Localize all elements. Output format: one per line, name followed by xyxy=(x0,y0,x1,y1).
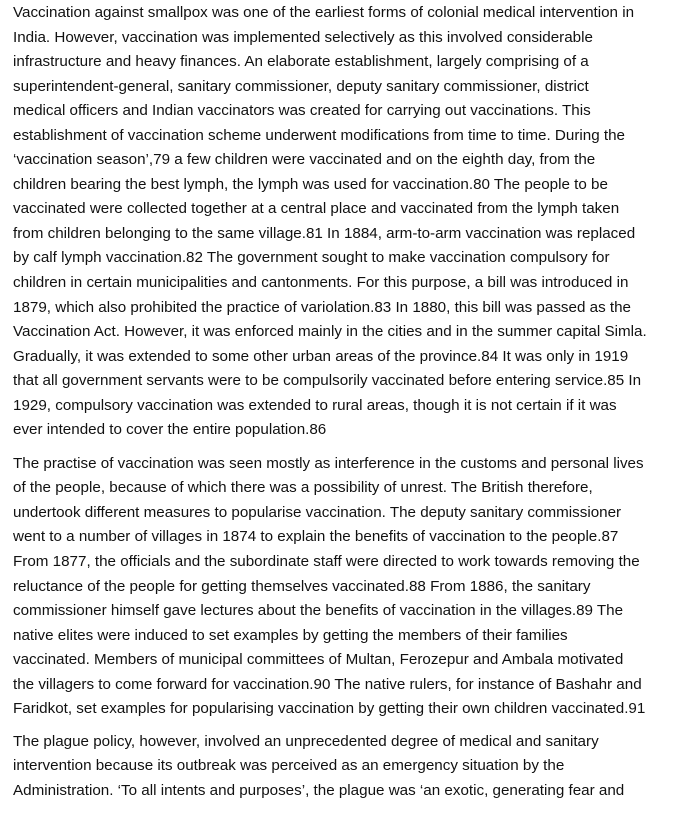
text-line: intervention because its outbreak was perceived as an emergency situation by the xyxy=(13,757,565,775)
text-line: 1929, compulsory vaccination was extended to rural areas, though it is not certain if it was xyxy=(13,396,617,414)
text-line: superintendent-general, sanitary commissioner, deputy sanitary commissioner, district xyxy=(13,77,589,95)
text-line: the villagers to come forward for vaccination.90 The native rulers, for instance of Bashahr and xyxy=(13,675,642,693)
text-line: 1879, which also prohibited the practice of variolation.83 In 1880, this bill was passed as the xyxy=(13,298,632,316)
paragraph-vaccination-history xyxy=(13,1,690,443)
text-line: establishment of vaccination scheme underwent modifications from time to time. During the xyxy=(13,126,626,144)
text-line: went to a number of villages in 1874 to explain the benefits of vaccination to the people.87 xyxy=(13,528,619,546)
text-line: vaccinated. Members of municipal committees of Multan, Ferozepur and Ambala motivated xyxy=(13,651,624,669)
text-line: by calf lymph vaccination.82 The government sought to make vaccination compulsory for xyxy=(13,249,610,267)
text-line: Vaccination Act. However, it was enforced mainly in the cities and in the summer capital Simla. xyxy=(13,323,647,341)
text-line: commissioner himself gave lectures about the benefits of vaccination in the villages.89 The xyxy=(13,602,624,620)
text-line: From 1877, the officials and the subordinate staff were directed to work towards removing the xyxy=(13,553,640,571)
paragraph-plague-policy xyxy=(13,730,690,804)
text-line: infrastructure and heavy finances. An elaborate establishment, largely comprising of a xyxy=(13,53,589,71)
text-line: The practise of vaccination was seen mostly as interference in the customs and personal lives xyxy=(13,454,644,472)
text-line: ‘vaccination season’,79 a few children were vaccinated and on the eighth day, from the xyxy=(13,151,596,169)
text-line: Vaccination against smallpox was one of the earliest forms of colonial medical intervention in xyxy=(13,4,635,21)
text-line: ever intended to cover the entire population.86 xyxy=(13,421,327,439)
text-line: reluctance of the people for getting themselves vaccinated.88 From 1886, the sanitary xyxy=(13,577,591,595)
text-line: India. However, vaccination was implemented selectively as this involved considerable xyxy=(13,28,593,46)
text-line: native elites were induced to set examples by getting the members of their families xyxy=(13,626,568,644)
paragraph-popularising-vaccination xyxy=(13,452,690,722)
text-line: Administration. ‘To all intents and purposes’, the plague was ‘an exotic, generating fear and xyxy=(13,781,625,799)
text-line: that all government servants were to be compulsorily vaccinated before entering service.85 In xyxy=(13,372,642,390)
text-line: from children belonging to the same village.81 In 1884, arm-to-arm vaccination was replaced xyxy=(13,224,636,242)
text-line: vaccinated were collected together at a central place and vaccinated from the lymph taken xyxy=(13,200,620,218)
text-line: of the people, because of which there was a possibility of unrest. The British therefore, xyxy=(13,479,593,497)
text-line: Gradually, it was extended to some other urban areas of the province.84 It was only in 1919 xyxy=(13,347,629,365)
text-line: medical officers and Indian vaccinators was created for carrying out vaccinations. This xyxy=(13,102,591,120)
text-line: children bearing the best lymph, the lymph was used for vaccination.80 The people to be xyxy=(13,175,608,193)
text-line: undertook different measures to popularise vaccination. The deputy sanitary commissioner xyxy=(13,503,622,521)
text-line: children in certain municipalities and cantonments. For this purpose, a bill was introduced in xyxy=(13,274,629,292)
text-line: The plague policy, however, involved an unprecedented degree of medical and sanitary xyxy=(13,732,599,750)
text-line: Faridkot, set examples for popularising vaccination by getting their own children vaccinated.91 xyxy=(13,700,646,718)
